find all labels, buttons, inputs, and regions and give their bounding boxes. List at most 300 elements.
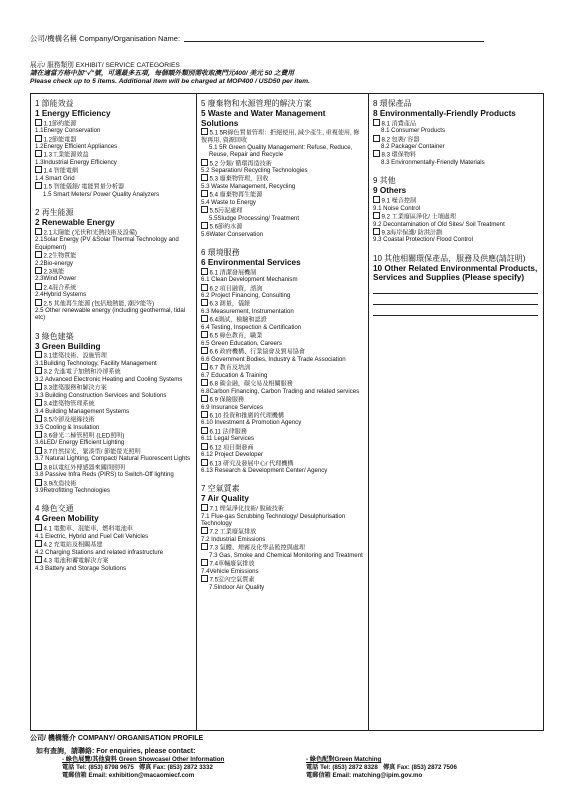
category-option[interactable]	[35, 119, 193, 128]
checkbox[interactable]	[35, 119, 42, 126]
option-label: 1.1節約能源	[43, 120, 77, 128]
option-label: 4.2 充電站及相關基建	[43, 541, 103, 549]
checkbox[interactable]	[373, 119, 380, 126]
option-label: 6.3 Measurement, Instrumentation	[201, 308, 294, 316]
category-option-en	[35, 260, 193, 267]
category-option-en	[35, 565, 193, 572]
category-option[interactable]	[201, 222, 365, 231]
section-title-en: 4 Green Mobility	[35, 514, 99, 524]
option-label: 6.3 測量，儀錶	[209, 300, 251, 308]
category-option-en	[35, 360, 193, 367]
option-label: 1.3Industrial Energy Efficiency	[35, 159, 117, 167]
option-label: 9.1 噪音控制	[381, 197, 417, 205]
category-option-en	[35, 455, 193, 462]
category-option-en	[201, 308, 365, 315]
section-title-zh: 3 綠色建築	[35, 331, 74, 341]
checkbox[interactable]	[201, 559, 208, 566]
option-label: 3.7 Natural Lighting, Compact/ Natural Fluorescent Lights	[35, 455, 191, 463]
category-option-en	[373, 143, 540, 150]
category-option[interactable]	[35, 251, 193, 260]
checkbox[interactable]	[35, 299, 42, 306]
option-label: 5.2 分類/ 循環再造技術	[209, 160, 272, 167]
option-label: 7.2 Industrial Emissions	[201, 535, 266, 543]
category-option-en	[35, 291, 193, 298]
checkbox[interactable]	[373, 228, 380, 235]
section-title-zh: 7 空氣質素	[201, 484, 240, 494]
option-label: 7.1 煙氣淨化技術/ 脫硫技術	[209, 505, 284, 513]
checkbox[interactable]	[201, 299, 208, 306]
option-label: 5.3 廢棄物管理，回收	[209, 175, 269, 183]
checkbox[interactable]	[35, 351, 42, 358]
category-option-en	[201, 215, 365, 222]
category-option-en	[201, 167, 365, 174]
category-section	[201, 99, 365, 238]
option-label: 1.2節能電器	[43, 136, 77, 143]
checkbox[interactable]	[201, 206, 208, 213]
checkbox[interactable]	[201, 190, 208, 197]
checkbox[interactable]	[201, 347, 208, 354]
option-label: 3.6發光二極管照明 (LED照明)	[43, 432, 125, 440]
option-label: 3.8以電紅外傳感器來關閉照明	[43, 464, 126, 472]
category-option-en	[201, 552, 365, 559]
contact-showcase-email[interactable]: 電郵信箱 Email: exhibition@macaomiecf.com	[62, 772, 195, 780]
category-option[interactable]	[201, 190, 365, 199]
option-label: 1.2Energy Efficient Appliances	[35, 143, 118, 151]
checkbox[interactable]	[35, 367, 42, 374]
category-option[interactable]	[35, 540, 193, 549]
checkbox[interactable]	[35, 267, 42, 274]
section-title-zh: 5 廢棄物和水源管理的解決方案	[201, 99, 312, 108]
category-option[interactable]	[35, 399, 193, 408]
category-option[interactable]	[35, 479, 193, 488]
option-label: 9.2 Decontamination of Old Sites/ Soil Treatment	[373, 220, 505, 228]
category-option-en	[35, 424, 193, 431]
checkbox[interactable]	[201, 268, 208, 275]
category-option-en	[201, 467, 365, 474]
category-option[interactable]	[201, 331, 365, 340]
section-title-zh: 4 綠色交通	[35, 504, 74, 514]
category-option[interactable]	[35, 556, 193, 565]
category-option[interactable]	[201, 363, 365, 372]
option-label: 3.8 Passive Infra Reds (PIRS) to Switch-Off lighting	[35, 471, 174, 479]
checkbox[interactable]	[35, 540, 42, 547]
category-option-en	[373, 159, 540, 166]
category-option-en	[201, 435, 365, 442]
checkbox[interactable]	[201, 315, 208, 322]
section-title-zh: 1 節能效益	[35, 99, 74, 108]
option-label: 6.6 Government Bodies, Industry & Trade Association	[201, 355, 346, 363]
option-label: 1.5 Smart Meters/ Power Quality Analyzers	[43, 190, 160, 198]
option-label: 3.3建築服務和解決方案	[43, 384, 107, 392]
organisation-name-label: 公司/機構名稱 Company/Organisation Name:	[30, 34, 181, 43]
option-label: 2.3Wind Power	[35, 275, 77, 283]
categories-title: 展示/ 服務類別 EXHIBIT/ SERVICE CATEGORIES	[30, 62, 180, 69]
contact-showcase	[62, 756, 224, 781]
instructions-en: Please check up to 5 items. Additional item will be charged at MOP400 / USD50 per item.	[30, 78, 310, 86]
category-option[interactable]	[201, 159, 365, 168]
checkbox[interactable]	[373, 150, 380, 157]
option-label: 5.4 廢棄物再生能源	[209, 191, 263, 199]
category-option[interactable]	[373, 228, 540, 237]
category-option-en	[201, 356, 365, 363]
option-label: 6.11 Legal Services	[201, 435, 255, 443]
category-option-en	[201, 568, 365, 575]
section-title-zh: 6 環境服務	[201, 248, 240, 258]
option-label: 5.3 Waste Management, Recycling	[201, 183, 296, 191]
category-option-en	[201, 276, 365, 283]
instructions-zh: 請在適當方格中加"✓"號，可選最多五項，每個額外類別需收取澳門元400/ 美元 50 之費用	[30, 70, 295, 78]
category-option-en	[201, 292, 365, 299]
option-label: 6.9 Insurance Services	[201, 403, 263, 411]
option-label: 6.4 Testing, Inspection & Certification	[201, 324, 302, 332]
option-label: 6.10 投資和推廣的代理機構	[209, 412, 284, 420]
option-label: 3.3 Building Construction Services and Solutions	[35, 391, 167, 399]
checkbox[interactable]	[35, 447, 42, 454]
category-option[interactable]	[35, 283, 193, 292]
option-label: 6.11 法律服務	[209, 428, 247, 436]
category-option-en	[35, 175, 193, 182]
option-label: 4.1 電動車、混能車、燃料電池車	[43, 525, 133, 533]
option-label: 3.1Building Technology, Facility Management	[35, 359, 157, 367]
category-option[interactable]	[35, 166, 193, 175]
option-label: 7.3 氣體、煙霧及化學品監控與處理	[209, 544, 305, 552]
option-label: 6.13 研究及發展中心/ 代理機構	[209, 460, 294, 467]
checkbox[interactable]	[201, 543, 208, 550]
checkbox[interactable]	[201, 222, 208, 229]
option-label: 3.1建築技術、設施管理	[43, 352, 107, 360]
checkbox[interactable]	[201, 363, 208, 370]
checkbox[interactable]	[35, 383, 42, 390]
option-label: 5.6Water Conservation	[201, 230, 264, 238]
category-option[interactable]	[35, 299, 193, 308]
category-option[interactable]	[35, 150, 193, 159]
option-label: 2.4Hybrid Systems	[35, 291, 87, 299]
checkbox[interactable]	[201, 284, 208, 291]
option-label: 8.2 Package/ Container	[381, 143, 445, 151]
category-option[interactable]	[373, 196, 540, 205]
option-label: 6.9 保險服務	[209, 396, 245, 404]
option-label: 7.2 工業廢氣排放	[209, 528, 257, 536]
option-label: 8.1 Consumer Products	[381, 127, 446, 135]
option-label: 3.2 Advanced Electronic Heating and Cooling Systems	[35, 375, 183, 383]
checkbox[interactable]	[201, 331, 208, 338]
category-option-en	[201, 536, 365, 543]
category-option[interactable]	[201, 459, 365, 468]
section-title-en: 8 Environmentally-Friendly Products	[373, 109, 516, 118]
category-option[interactable]	[373, 135, 540, 144]
option-label: 6.4測試，檢驗和認證	[209, 316, 267, 324]
contact-matching	[306, 756, 457, 781]
option-label: 2.2Bio-energy	[35, 259, 73, 267]
category-option[interactable]	[35, 431, 193, 440]
option-label: 1.1Energy Conservation	[35, 127, 101, 135]
option-label: 7.5Indoor Air Quality	[209, 583, 265, 591]
section-title-en: 3 Green Building	[35, 341, 101, 351]
option-label: 5.6節約水源	[209, 223, 243, 231]
option-label: 6.5 綠色教育，職業	[209, 332, 263, 340]
option-label: 7.4Vehicle Emissions	[201, 567, 259, 575]
option-label: 3.5冷卻及絕緣技術	[43, 416, 95, 424]
option-label: 9.3 Coastal Protection/ Flood Control	[373, 236, 473, 244]
category-option-en	[35, 159, 193, 166]
option-label: 8.3 環保物料	[381, 151, 417, 159]
section-title-en: 7 Air Quality	[201, 494, 249, 504]
option-label: 8.3 Environmentally-Friendly Materials	[381, 159, 485, 167]
category-option[interactable]	[201, 504, 365, 513]
enquiries-heading: 如有查詢，請聯絡: For enquiries, please contact:	[36, 748, 196, 755]
option-label: 8.1 消費產品	[381, 120, 417, 128]
option-label: 3.4 Building Management Systems	[35, 407, 130, 415]
checkbox[interactable]	[35, 166, 42, 173]
category-option-en	[201, 388, 365, 395]
category-option[interactable]	[201, 268, 365, 277]
organisation-name-field[interactable]	[184, 41, 484, 42]
category-option[interactable]	[35, 415, 193, 424]
checkbox[interactable]	[201, 411, 208, 418]
category-option[interactable]	[373, 119, 540, 128]
checkbox[interactable]	[35, 415, 42, 422]
category-option[interactable]	[373, 212, 540, 221]
checkbox[interactable]	[35, 135, 42, 142]
checkbox[interactable]	[35, 182, 42, 189]
option-label: 3.6LED/ Energy Efficient Lighting	[35, 439, 125, 447]
category-option[interactable]	[201, 411, 365, 420]
category-option-en	[201, 372, 365, 379]
category-option-en	[35, 392, 193, 399]
category-option-en	[35, 408, 193, 415]
category-option-en	[201, 584, 365, 591]
checkbox[interactable]	[35, 228, 42, 235]
category-section	[373, 254, 540, 316]
category-option-en	[201, 419, 365, 426]
section-title-en: 1 Energy Efficiency	[35, 109, 111, 118]
option-label: 6.2 Project Financing, Consulting	[201, 292, 291, 300]
category-option-en	[35, 533, 193, 540]
category-section	[35, 99, 193, 198]
option-label: 3.7自然採光，緊湊型/ 節能螢光照明	[43, 448, 141, 456]
category-section	[373, 176, 540, 243]
checkbox[interactable]	[201, 527, 208, 534]
categories-table	[30, 93, 544, 731]
category-option[interactable]	[35, 524, 193, 533]
option-label: 5.1 5R綠色質量管理：拒絕使用, 減少產生, 重複使用, 修復再用, 資源回收	[201, 129, 360, 144]
category-section	[35, 332, 193, 495]
section-title-zh: 9 其他	[373, 176, 396, 186]
checkbox[interactable]	[373, 212, 380, 219]
category-option[interactable]	[201, 395, 365, 404]
category-option[interactable]	[201, 174, 365, 183]
option-label: 3.2 先進電子加熱和冷卻系統	[43, 368, 121, 376]
option-label: 2.1Solar Energy (PV &Solar Thermal Technology and Equipment)	[35, 236, 179, 251]
category-option[interactable]	[201, 543, 365, 552]
category-section	[201, 248, 365, 474]
category-option-en	[201, 404, 365, 411]
category-option-en	[35, 143, 193, 150]
checkbox[interactable]	[201, 427, 208, 434]
section-title-zh: 10 其他相關環保產品，服務及供應(請註明)	[373, 253, 526, 263]
category-option[interactable]	[35, 228, 193, 237]
checkbox[interactable]	[373, 196, 380, 203]
category-option[interactable]	[35, 463, 193, 472]
category-option[interactable]	[35, 182, 193, 191]
category-section	[373, 99, 540, 166]
section-title-en: 9 Others	[373, 186, 407, 196]
category-option-en	[35, 236, 193, 250]
option-label: 3.5 Cooling & Insulation	[35, 423, 100, 431]
option-label: 7.3 Gas, Smoke and Chemical Monitoring and Treatment	[209, 551, 363, 559]
option-label: 1.4 智能電網	[43, 167, 79, 175]
category-option-en	[201, 144, 365, 158]
checkbox[interactable]	[201, 159, 208, 166]
section-title-en: 5 Waste and Water Management Solutions	[201, 109, 326, 128]
section-title-en: 2 Renewable Energy	[35, 218, 115, 228]
option-label: 5.5污泥處理	[209, 207, 243, 215]
category-option[interactable]	[35, 267, 193, 276]
option-label: 6.2 項目融資，諮詢	[209, 285, 263, 293]
specify-line[interactable]	[373, 294, 538, 305]
option-label: 1.5 智能儀錶/ 電能質量分析器	[43, 183, 125, 191]
option-label: 6.10 Investment & Promotion Agency	[201, 419, 302, 427]
category-option-en	[35, 275, 193, 282]
category-option-en	[201, 183, 365, 190]
category-option[interactable]	[201, 315, 365, 324]
category-option[interactable]	[201, 379, 365, 388]
specify-line[interactable]	[373, 305, 538, 316]
category-option-en	[35, 127, 193, 134]
option-label: 7.1 Flue-gas Scrubbing Technology/ Desulphurisation Technology	[201, 512, 346, 527]
option-label: 6.7 教育及培訓	[209, 364, 251, 372]
specify-line[interactable]	[373, 283, 538, 294]
category-option-en	[35, 376, 193, 383]
checkbox[interactable]	[35, 251, 42, 258]
checkbox[interactable]	[35, 556, 42, 563]
checkbox[interactable]	[35, 463, 42, 470]
category-option[interactable]	[201, 575, 365, 584]
option-label: 7.4車輛廢氣排放	[209, 560, 255, 568]
contact-matching-fax: 傳真 Fax: (853) 2872 7506	[382, 764, 457, 772]
option-label: 2.1太陽能 (光伏和光熱技術及設備)	[43, 229, 137, 237]
option-label: 3.9改造技術	[43, 480, 77, 487]
option-label: 6.12 項目開發商	[209, 444, 254, 452]
checkbox[interactable]	[201, 128, 208, 135]
category-option[interactable]	[35, 367, 193, 376]
category-column-1	[31, 94, 197, 730]
checkbox[interactable]	[201, 459, 208, 466]
option-label: 1.3工業能源效益	[43, 151, 89, 159]
profile-title: 公司/ 機構簡介 COMPANY/ ORGANISATION PROFILE	[30, 735, 204, 742]
contact-matching-email[interactable]: 電郵信箱 Email: matching@ipim.gov.mo	[306, 772, 423, 780]
category-option[interactable]	[35, 351, 193, 360]
option-label: 6.7 Education & Training	[201, 371, 268, 379]
category-column-3	[369, 94, 543, 730]
contact-matching-title: - 綠色配對Green Matching	[306, 756, 382, 763]
category-option[interactable]	[201, 299, 365, 308]
category-section	[201, 484, 365, 590]
category-option[interactable]	[201, 206, 365, 215]
checkbox[interactable]	[35, 283, 42, 290]
checkbox[interactable]	[35, 524, 42, 531]
category-option-en	[35, 471, 193, 478]
category-option-en	[373, 221, 540, 228]
option-label: 6.6 政府機構、行業協會及貿易協會	[209, 348, 305, 356]
option-label: 5.2 Separation/ Recycling Technologies	[201, 167, 308, 175]
category-option-en	[201, 231, 365, 238]
category-option-en	[201, 324, 365, 331]
checkbox[interactable]	[35, 479, 42, 486]
option-label: 1.4 Smart Grid	[35, 175, 75, 183]
category-option[interactable]	[201, 347, 365, 356]
category-option-en	[373, 236, 540, 243]
option-label: 9.2 工業廢區淨化/ 土壤處理	[381, 213, 456, 221]
section-title-zh: 2 再生能源	[35, 208, 74, 218]
category-option-en	[373, 127, 540, 134]
option-label: 2.4混合系統	[43, 284, 77, 292]
category-option[interactable]	[201, 427, 365, 436]
section-title-zh: 8 環保產品	[373, 99, 412, 108]
checkbox[interactable]	[373, 135, 380, 142]
category-option[interactable]	[201, 559, 365, 568]
category-option[interactable]	[201, 128, 365, 144]
checkbox[interactable]	[201, 575, 208, 582]
category-option-en	[201, 451, 365, 458]
option-label: 5.4 Waste to Energy	[201, 199, 256, 207]
option-label: 2.5 Other renewable energy (including geothermal, tidal etc)	[35, 307, 186, 322]
option-label: 6.8 碳金融，碳交易及相關服務	[209, 380, 293, 388]
category-section	[35, 504, 193, 571]
checkbox[interactable]	[201, 379, 208, 386]
option-label: 7.5室內空氣質素	[209, 576, 255, 584]
checkbox[interactable]	[35, 431, 42, 438]
option-label: 6.8Carbon Financing, Carbon Trading and related services	[201, 387, 360, 395]
checkbox[interactable]	[35, 399, 42, 406]
option-label: 3.4建築物管理系統	[43, 400, 95, 408]
category-option-en	[35, 549, 193, 556]
checkbox[interactable]	[201, 504, 208, 511]
section-title-en: 10 Other Related Environmental Products, Services and Supplies (Please specify)	[373, 263, 538, 283]
option-label: 2.5 其他再生能源 (包括地熱能, 潮汐能等)	[43, 300, 155, 308]
checkbox[interactable]	[35, 150, 42, 157]
option-label: 6.1 清潔發展機制	[209, 269, 257, 277]
contact-showcase-fax: 傳真 Fax: (853) 2872 3332	[138, 764, 213, 772]
option-label: 9.1 Noise Control	[373, 204, 421, 212]
category-option-en	[35, 439, 193, 446]
category-option-en	[201, 340, 365, 347]
option-label: 9.3海岸保護/ 防洪計劃	[381, 229, 443, 237]
checkbox[interactable]	[201, 443, 208, 450]
category-option[interactable]	[201, 284, 365, 293]
category-option-en	[201, 513, 365, 527]
option-label: 8.2 包裝/ 容器	[381, 136, 420, 143]
option-label: 2.3風能	[43, 268, 65, 276]
category-option[interactable]	[35, 135, 193, 144]
category-option[interactable]	[35, 447, 193, 456]
contact-showcase-title: - 綠色展覽/其他資料 Green Showcase/ Other Information	[62, 756, 225, 763]
category-option-en	[35, 191, 193, 198]
category-option[interactable]	[201, 443, 365, 452]
option-label: 4.1 Electric, Hybrid and Fuel Cell Vehicles	[35, 532, 149, 540]
checkbox[interactable]	[201, 395, 208, 402]
category-option[interactable]	[35, 383, 193, 392]
contact-showcase-tel: 電話 Tel: (853) 8798 9675	[62, 764, 134, 772]
category-option[interactable]	[201, 527, 365, 536]
checkbox[interactable]	[201, 174, 208, 181]
category-option[interactable]	[373, 150, 540, 159]
category-option-en	[201, 199, 365, 206]
option-label: 2.2生物質能	[43, 252, 77, 260]
option-label: 5.5Sludge Processing/ Treatment	[209, 214, 300, 222]
option-label: 5.1 5R Green Quality Management: Refuse, Reduce, Reuse, Repair and Recycle	[209, 144, 353, 159]
option-label: 3.9Retrofitting Technologies	[35, 487, 111, 495]
